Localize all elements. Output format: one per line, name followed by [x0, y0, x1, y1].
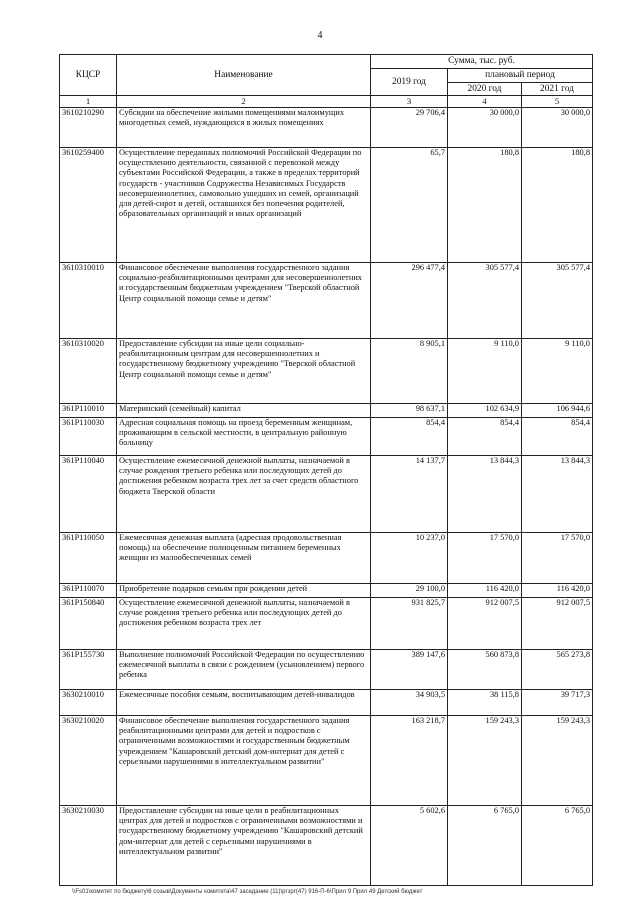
column-number: 5: [522, 96, 593, 108]
sum-2021-cell: 9 110,0: [522, 339, 593, 404]
name-cell: Осуществление ежемесячной денежной выплаты, назначаемой в случае рождения третьего ребенка или последующих детей до достижения ребенком возраста трех лет за счет средств областного бюджета Тверской области: [117, 456, 371, 533]
sum-2019-cell: 14 137,7: [371, 456, 448, 533]
name-cell: Приобретение подарков семьям при рождении детей: [117, 584, 371, 598]
sum-2021-cell: 39 717,3: [522, 690, 593, 716]
sum-2021-cell: 565 273,8: [522, 650, 593, 690]
header-year-2019: 2019 год: [371, 69, 448, 96]
column-number: 3: [371, 96, 448, 108]
name-cell: Финансовое обеспечение выполнения государственного задания реабилитационными центрами для детей и подростков с ограниченными возможностями и государственным бюджетным учреждением "Кашаровский детский дом-интернат для детей с серьезными нарушениями в интеллектуальном развитии": [117, 716, 371, 806]
kcsr-code-cell: 361P110070: [60, 584, 117, 598]
table-row: [60, 584, 593, 598]
sum-2019-cell: 34 903,5: [371, 690, 448, 716]
sum-2021-cell: 116 420,0: [522, 584, 593, 598]
name-cell: Предоставление субсидии на иные цели социально-реабилитационным центрам для несовершеннолетних и государственному бюджетному учреждению "Тверской областной Центр социальной помощи семье и детям": [117, 339, 371, 404]
sum-2021-cell: 13 844,3: [522, 456, 593, 533]
sum-2020-cell: 102 634,9: [448, 404, 522, 418]
name-cell: Ежемесячные пособия семьям, воспитывающим детей-инвалидов: [117, 690, 371, 716]
column-number: 1: [60, 96, 117, 108]
sum-2020-cell: 159 243,3: [448, 716, 522, 806]
sum-2019-cell: 389 147,6: [371, 650, 448, 690]
header-year-2021: 2021 год: [522, 83, 593, 96]
table-row: [60, 404, 593, 418]
sum-2019-cell: 163 218,7: [371, 716, 448, 806]
name-cell: Ежемесячная денежная выплата (адресная продовольственная помощь) на обеспечение полноценным питанием беременных женщин из малообеспеченных семей: [117, 533, 371, 584]
sum-2020-cell: 305 577,4: [448, 263, 522, 339]
name-cell: Материнский (семейный) капитал: [117, 404, 371, 418]
header-sum: Сумма, тыс. руб.: [371, 55, 593, 69]
sum-2020-cell: 17 570,0: [448, 533, 522, 584]
name-cell: Предоставление субсидии на иные цели в реабилитационных центрах для детей и подростков с ограниченными возможностями и государственному бюджетному учреждению "Кашаровский детский дом-интернат для детей с серьезными нарушениями в интеллектуальном развитии": [117, 806, 371, 886]
sum-2021-cell: 17 570,0: [522, 533, 593, 584]
sum-2020-cell: 13 844,3: [448, 456, 522, 533]
sum-2020-cell: 38 115,8: [448, 690, 522, 716]
kcsr-code-cell: 3610310020: [60, 339, 117, 404]
header-planned-period: плановый период: [448, 69, 593, 83]
sum-2020-cell: 560 873,8: [448, 650, 522, 690]
name-cell: Финансовое обеспечение выполнения государственного задания социально-реабилитационными центрами для несовершеннолетних и государственным бюджетным учреждением "Тверской областной Центр социальной помощи семье и детям": [117, 263, 371, 339]
kcsr-code-cell: 3610310010: [60, 263, 117, 339]
sum-2021-cell: 305 577,4: [522, 263, 593, 339]
table-row: [60, 533, 593, 584]
table-row: [60, 598, 593, 650]
budget-table: [59, 54, 593, 886]
kcsr-code-cell: 361P110030: [60, 418, 117, 456]
sum-2021-cell: 6 765,0: [522, 806, 593, 886]
kcsr-code-cell: 3610210290: [60, 108, 117, 148]
sum-2019-cell: 854,4: [371, 418, 448, 456]
sum-2019-cell: 29 100,0: [371, 584, 448, 598]
sum-2020-cell: 30 000,0: [448, 108, 522, 148]
sum-2020-cell: 854,4: [448, 418, 522, 456]
kcsr-code-cell: 361P110010: [60, 404, 117, 418]
sum-2019-cell: 931 825,7: [371, 598, 448, 650]
table-row: [60, 690, 593, 716]
header-name: Наименование: [117, 55, 371, 96]
sum-2021-cell: 854,4: [522, 418, 593, 456]
table-row: [60, 650, 593, 690]
sum-2021-cell: 106 944,6: [522, 404, 593, 418]
table-row: [60, 418, 593, 456]
sum-2020-cell: 9 110,0: [448, 339, 522, 404]
sum-2020-cell: 6 765,0: [448, 806, 522, 886]
table-row: [60, 148, 593, 263]
sum-2020-cell: 180,8: [448, 148, 522, 263]
header-year-2020: 2020 год: [448, 83, 522, 96]
kcsr-code-cell: 361P155730: [60, 650, 117, 690]
table-row: [60, 108, 593, 148]
kcsr-code-cell: 3630210010: [60, 690, 117, 716]
table-row: [60, 263, 593, 339]
sum-2019-cell: 65,7: [371, 148, 448, 263]
name-cell: Осуществление переданных полномочий Российской Федерации по осуществлению деятельности, связанной с перевозкой между субъектами Российской Федерации, а также в пределах территорий государств - участников Содружества Независимых Государств несовершеннолетних, самовольно ушедших из семей, организаций для детей-сирот и детей, оставшихся без попечения родителей, образовательных организаций и иных организаций: [117, 148, 371, 263]
kcsr-code-cell: 3610259400: [60, 148, 117, 263]
table-row: [60, 339, 593, 404]
kcsr-code-cell: 3630210020: [60, 716, 117, 806]
kcsr-code-cell: 361P110050: [60, 533, 117, 584]
sum-2021-cell: 30 000,0: [522, 108, 593, 148]
sum-2019-cell: 5 602,6: [371, 806, 448, 886]
column-number: 2: [117, 96, 371, 108]
header-code: КЦСР: [60, 55, 117, 96]
sum-2020-cell: 116 420,0: [448, 584, 522, 598]
sum-2019-cell: 98 637,1: [371, 404, 448, 418]
sum-2021-cell: 912 007,5: [522, 598, 593, 650]
sum-2019-cell: 8 905,1: [371, 339, 448, 404]
name-cell: Адресная социальная помощь на проезд беременным женщинам, проживающим в сельской местности, в центральную районную больницу: [117, 418, 371, 456]
name-cell: Субсидии на обеспечение жилыми помещениями малоимущих многодетных семей, нуждающихся в жилых помещениях: [117, 108, 371, 148]
sum-2020-cell: 912 007,5: [448, 598, 522, 650]
name-cell: Осуществление ежемесячной денежной выплаты, назначаемой в случае рождения третьего ребенка или последующих детей до достижения ребенком возраста трех лет: [117, 598, 371, 650]
footer-file-path: \\Fs01\комитет по бюджету\6 созыв\Документы комитета\47 заседание (11)\ргзрг(47) 916-П-6\Прил 9 Прил 49 Детский бюджет: [72, 889, 423, 895]
table-body: [60, 108, 593, 886]
kcsr-code-cell: 361P110040: [60, 456, 117, 533]
kcsr-code-cell: 361P150840: [60, 598, 117, 650]
sum-2021-cell: 159 243,3: [522, 716, 593, 806]
sum-2019-cell: 29 706,4: [371, 108, 448, 148]
table-row: [60, 806, 593, 886]
column-number: 4: [448, 96, 522, 108]
sum-2019-cell: 296 477,4: [371, 263, 448, 339]
table-row: [60, 716, 593, 806]
sum-2021-cell: 180,8: [522, 148, 593, 263]
sum-2019-cell: 10 237,0: [371, 533, 448, 584]
kcsr-code-cell: 3630210030: [60, 806, 117, 886]
table-row: [60, 456, 593, 533]
page-number: 4: [317, 30, 323, 41]
name-cell: Выполнение полномочий Российской Федерации по осуществлению ежемесячной выплаты в связи с рождением (усыновлением) первого ребенка: [117, 650, 371, 690]
